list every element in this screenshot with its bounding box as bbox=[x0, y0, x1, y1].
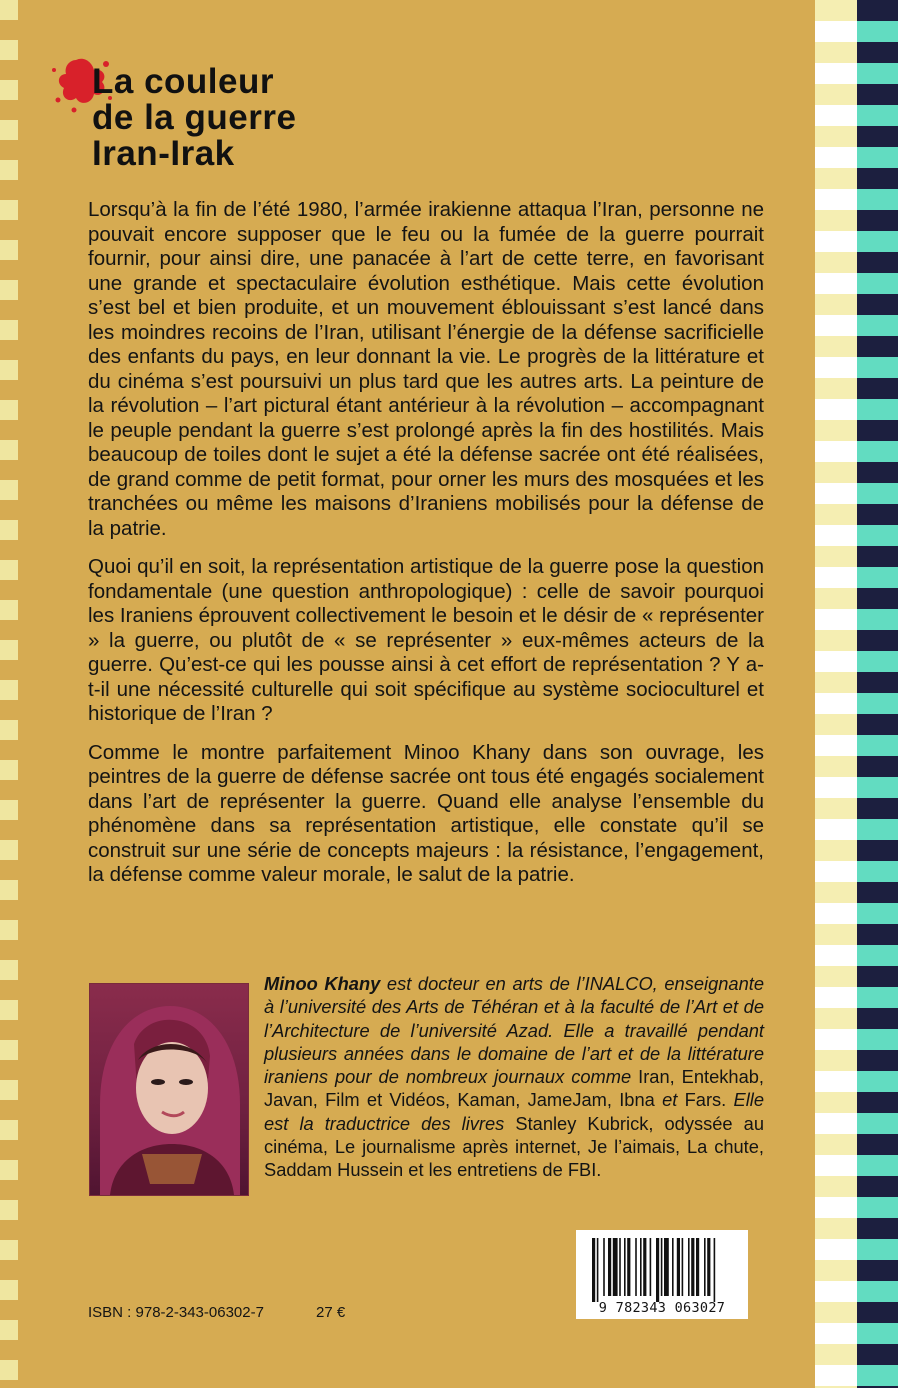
barcode-bar bbox=[688, 1238, 690, 1296]
barcode-bar bbox=[682, 1238, 684, 1296]
barcode-bar bbox=[627, 1238, 630, 1296]
barcode-bar bbox=[696, 1238, 699, 1296]
blurb-paragraph-1: Lorsqu’à la fin de l’été 1980, l’armée irakienne attaqua l’Iran, personne ne pouvait encore supposer que le feu ou la fumée de la guerre pourrait fournir, pour ainsi dire, une panacée à l’art de cette terre, en favorisant une grande et spectaculaire évolution esthétique. Mais cette évolution s’est bel et bien produite, et un mouvement éblouissant s’est lancé dans les moindres recoins de l’Iran, utilisant l’énergie de la défense sacrificielle des enfants du pays, en leur donnant la vie. Le progrès de la littérature et du cinéma s’est poursuivi un plus tard que les autres arts. La peinture de la révolution – l’art pictural étant antérieur à la révolution – accompagnant le peuple pendant la guerre s’est prolongé après la fin des hostilités. Mais beaucoup de toiles dont le sujet a été la défense sacrée ont été réalisées, de grand comme de petit format, pour orner les murs des mosquées et les tranchées ou même les maisons d’Iraniens mobilisés pour la défense de la patrie. bbox=[88, 198, 764, 540]
bio-journals: Iran, Entekhab, Javan, Film et Vidéos, Kaman, JameJam, Ibna bbox=[264, 1066, 764, 1111]
bio-books: Stanley Kubrick, odyssée au cinéma, Le journalisme après internet, Je l’aimais, La chute, Saddam Hussein et les entretiens de FBI. bbox=[264, 1112, 764, 1181]
bio-text-et: et bbox=[662, 1089, 685, 1111]
barcode-bar bbox=[619, 1238, 621, 1296]
bio-text-2: Elle est la traductrice des livres bbox=[264, 1089, 765, 1134]
barcode-bar bbox=[608, 1238, 611, 1296]
left-stripe-border bbox=[0, 0, 18, 1388]
barcode-bar bbox=[640, 1238, 642, 1296]
barcode-bar bbox=[656, 1238, 659, 1302]
barcode-bar bbox=[691, 1238, 694, 1296]
price-text: 27 € bbox=[316, 1304, 346, 1321]
title-line-1: La couleur bbox=[92, 62, 274, 101]
barcode-bar bbox=[592, 1238, 595, 1302]
isbn-text: ISBN : 978-2-343-06302-7 bbox=[88, 1304, 264, 1321]
barcode-bar bbox=[597, 1238, 599, 1302]
book-title bbox=[92, 64, 296, 172]
blurb-paragraph-2: Quoi qu’il en soit, la représentation artistique de la guerre pose la question fondamentale (une question anthropologique) : celle de savoir pourquoi les Iraniens éprouvent collectivement le besoin et le désir de « représenter » la guerre, ou plutôt de « se représenter » eux-mêmes acteurs de la guerre. Qu’est-ce qui les pousse ainsi à cet effort de représentation ? Y a-t-il une nécessité culturelle qui soit spécifique au système socioculturel et historique de l’Iran ? bbox=[88, 555, 764, 725]
barcode-bar bbox=[704, 1238, 706, 1296]
barcode-bar bbox=[661, 1238, 663, 1296]
barcode-bar bbox=[603, 1238, 605, 1296]
barcode-bar bbox=[643, 1238, 646, 1296]
blurb-paragraph-3: Comme le montre parfaitement Minoo Khany dans son ouvrage, les peintres de la guerre de défense sacrée ont tous été engagés socialement dans l’art de représenter la guerre. Quand elle analyse l’ensemble du phénomène dans sa représentation artistique, elle constate qu’il se construit sur une série de concepts majeurs : la résistance, l’engagement, la défense comme valeur morale, le salut de la patrie. bbox=[88, 740, 764, 886]
barcode-bar bbox=[707, 1238, 710, 1296]
bio-journal-fars: Fars. bbox=[684, 1089, 734, 1111]
barcode-digits: 9 782343 063027 bbox=[598, 1300, 726, 1316]
barcode bbox=[576, 1230, 748, 1319]
barcode-bar bbox=[664, 1238, 669, 1296]
barcode-bar bbox=[650, 1238, 652, 1296]
barcode-bar bbox=[714, 1238, 716, 1302]
author-name: Minoo Khany bbox=[264, 973, 381, 994]
barcode-bar bbox=[677, 1238, 680, 1296]
barcode-bar bbox=[613, 1238, 618, 1296]
barcode-bar bbox=[624, 1238, 626, 1296]
barcode-bar bbox=[635, 1238, 637, 1296]
author-portrait-image bbox=[90, 984, 248, 1195]
navy-teal-stripes bbox=[857, 0, 898, 1388]
barcode-bar bbox=[672, 1238, 674, 1296]
bio-text-1: est docteur en arts de l’INALCO, enseignante à l’université des Arts de Téhéran et à la faculté de l’Art et de l’Architecture de l’université Azad. Elle a travaillé pendant plusieurs années dans le domaine de l’art et de la littérature iraniens pour de nombreux journaux comme bbox=[264, 973, 764, 1088]
cream-white-stripes bbox=[815, 0, 857, 1388]
author-photo bbox=[89, 983, 249, 1196]
title-line-3: Iran-Irak bbox=[92, 134, 235, 173]
right-stripe-band bbox=[815, 0, 898, 1388]
title-line-2: de la guerre bbox=[92, 98, 297, 137]
blurb-text bbox=[88, 198, 764, 902]
author-bio bbox=[264, 972, 764, 1182]
